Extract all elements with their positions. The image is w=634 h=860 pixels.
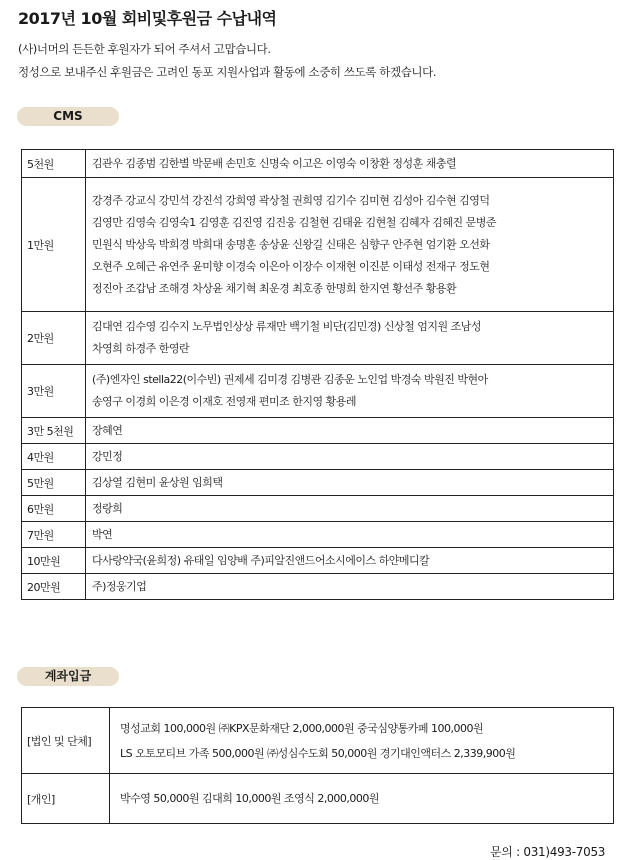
donor-line: 민원식 박상욱 박희경 박희대 송명훈 송상윤 신왕길 신태은 심향구 안주현 엄기환 오선화 [92, 237, 490, 251]
table-row [22, 444, 614, 470]
donor-line: 장혜연 [92, 423, 123, 437]
table-row [22, 470, 614, 496]
account-donation-table [21, 707, 614, 824]
donor-line: 강경주 강교식 강민석 강진석 강희영 곽상철 권희영 김기수 김미현 김성아 김수현 김영덕 [92, 193, 490, 207]
donor-line: 박연 [92, 527, 113, 541]
amount-label: 10만원 [22, 548, 86, 574]
section-label-account: 계좌입금 [17, 667, 119, 686]
table-row [22, 708, 614, 774]
donor-line: 송영구 이경희 이은경 이재호 전영재 편미조 한지영 황용레 [92, 395, 356, 408]
amount-label: 3만원 [22, 365, 86, 418]
amount-label: 20만원 [22, 574, 86, 600]
amount-label: [개인] [22, 774, 110, 824]
donor-line: 정진아 조갑남 조해경 차상윤 채기혁 최운경 최호종 한명희 한지연 황선주 황용환 [92, 281, 457, 295]
donor-names [86, 418, 614, 444]
donor-line: 명성교회 100,000원 ㈜KPX문화재단 2,000,000원 중국심양통카페 100,000원 [120, 721, 484, 735]
amount-label: 6만원 [22, 496, 86, 522]
contact-info: 문의 : 031)493-7053 [490, 845, 606, 859]
table-row [22, 548, 614, 574]
donor-line: 차영희 하경주 한영란 [92, 342, 190, 355]
amount-label: 5천원 [22, 150, 86, 178]
donor-line: LS 오토모티브 가족 500,000원 ㈜성심수도회 50,000원 경기대인액터스 2,339,900원 [120, 746, 516, 760]
donor-line: 다사랑약국(윤희정) 유태일 임양배 주)피알진앤드어소시에이스 하얀메디칼 [92, 553, 430, 567]
donor-names [86, 470, 614, 496]
donor-line: 강민정 [92, 449, 123, 463]
amount-label: [법인 및 단체] [22, 708, 110, 774]
donor-names [110, 774, 614, 824]
amount-label: 7만원 [22, 522, 86, 548]
donor-names [86, 178, 614, 312]
intro-text [18, 38, 436, 84]
intro-line: 정성으로 보내주신 후원금은 고려인 동포 지원사업과 활동에 소중히 쓰도록 하겠습니다. [18, 65, 437, 79]
table-row [22, 774, 614, 824]
amount-label: 5만원 [22, 470, 86, 496]
donor-names [110, 708, 614, 774]
amount-label: 2만원 [22, 312, 86, 365]
table-row [22, 574, 614, 600]
table-row [22, 522, 614, 548]
table-row [22, 418, 614, 444]
donor-line: 오현주 오혜근 유연주 윤미향 이경숙 이은아 이장수 이재현 이진분 이태성 전재구 정도현 [92, 259, 490, 273]
donor-names [86, 574, 614, 600]
donor-line: 주)정웅기업 [92, 579, 147, 593]
table-row [22, 150, 614, 178]
amount-label: 1만원 [22, 178, 86, 312]
donor-line: 김대연 김수영 김수지 노무법인상상 류재만 백기철 비단(김민경) 신상철 엄지원 조남성 [92, 320, 481, 333]
donor-names [86, 548, 614, 574]
donor-line: 김관우 김종범 김한별 박문배 손민호 신명숙 이고은 이영숙 이창환 정성훈 채충렬 [92, 156, 457, 170]
donor-names [86, 496, 614, 522]
donor-names [86, 312, 614, 365]
amount-label: 4만원 [22, 444, 86, 470]
page-title: 2017년 10월 회비및후원금 수납내역 [18, 9, 277, 28]
donor-line: (주)엔자인 stella22(이수빈) 권제세 김미경 김병관 김종운 노인업 박경숙 박원진 박현아 [92, 373, 488, 386]
table-row [22, 178, 614, 312]
section-label-cms: CMS [17, 107, 119, 126]
cms-donation-table [21, 149, 614, 600]
donor-names [86, 365, 614, 418]
donor-names [86, 522, 614, 548]
donor-names [86, 150, 614, 178]
donor-line: 김영만 김영숙 김영숙1 김영훈 김진영 김진웅 김철현 김태윤 김현철 김혜자 김혜진 문병준 [92, 215, 496, 229]
donor-names [86, 444, 614, 470]
donor-line: 박수영 50,000원 김대희 10,000원 조영식 2,000,000원 [120, 792, 379, 805]
table-row [22, 496, 614, 522]
table-row [22, 312, 614, 365]
donor-line: 정랑희 [92, 501, 123, 515]
intro-line: (사)너머의 든든한 후원자가 되어 주셔서 고맙습니다. [18, 42, 271, 56]
table-row [22, 365, 614, 418]
donor-line: 김상열 김현미 윤상원 임희택 [92, 475, 223, 489]
amount-label: 3만 5천원 [22, 418, 86, 444]
